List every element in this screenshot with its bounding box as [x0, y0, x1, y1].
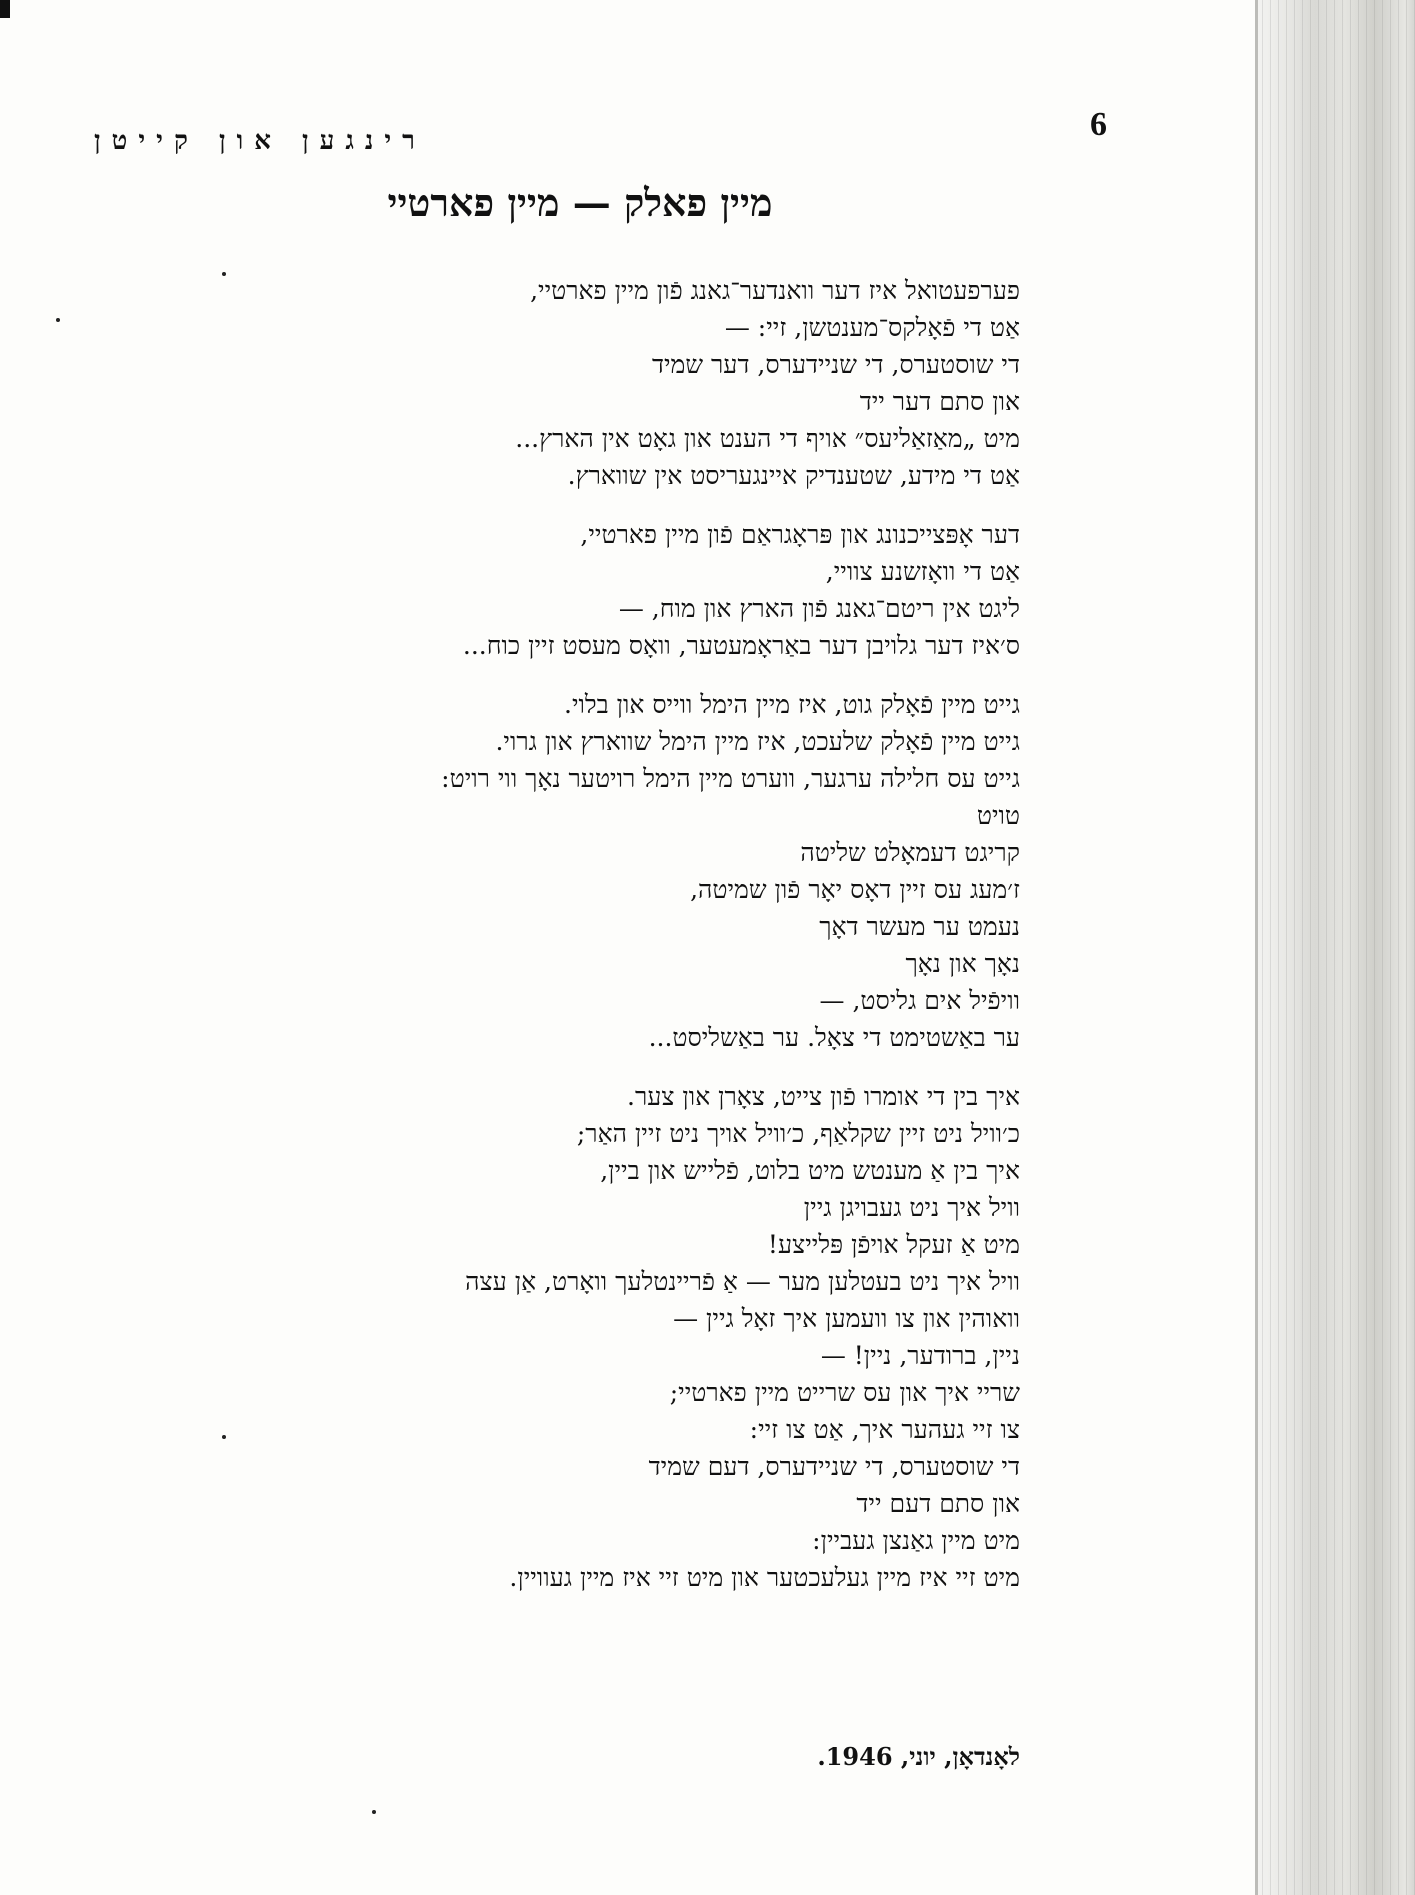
poem-line: ליגט אין ריטם־גאנג פֿון הארץ און מוח, — — [618, 594, 1020, 623]
poem-line: גייט עס חלילה ערגער, ווערט מיין הימל רויטער נאָך ווי רויט: — [441, 764, 1020, 793]
poem-line: ניין, ברודער, ניין! — — [820, 1341, 1020, 1370]
poem-line: ז׳מעג עס זיין דאָס יאָר פֿון שמיטה, — [690, 875, 1020, 904]
poem-line: די שוסטערס, די שניידערס, דער שמיד — [651, 350, 1020, 379]
poem-line: וויל איך ניט געבויגן גיין — [803, 1193, 1020, 1222]
poem-line: פערפעטואל איז דער וואנדער־גאנג פֿון מיין פארטיי, — [530, 276, 1020, 305]
poem-line: איך בין די אומרו פֿון צייט, צאָרן און צער. — [627, 1082, 1020, 1111]
poem-line: וואוהין און צו וועמען איך זאָל גיין — — [673, 1304, 1020, 1333]
running-head: רינגען און קייטן — [94, 126, 426, 156]
book-page-edge-lines — [1255, 0, 1415, 1895]
poem-line: איך בין אַ מענטש מיט בלוט, פֿלייש און ביין, — [600, 1156, 1020, 1185]
poem-line: גייט מיין פֿאָלק שלעכט, איז מיין הימל שווארץ און גרוי. — [495, 727, 1020, 756]
poem-line: ער באַשטימט די צאָל. ער באַשליסט... — [648, 1023, 1020, 1052]
scan-speck — [372, 1810, 376, 1814]
poem-line: כ׳וויל ניט זיין שקלאַף, כ׳וויל אויך ניט זיין האַר; — [576, 1119, 1020, 1148]
poem-title: מיין פאלק — מיין פארטיי — [387, 180, 773, 225]
scan-speck — [222, 272, 226, 276]
scan-edge-mark — [0, 0, 10, 18]
scan-speck — [56, 318, 60, 322]
stanza-1 — [120, 272, 1020, 494]
poem-line: און סתם דעם ייד — [856, 1489, 1020, 1518]
poem-line: אַט די וואָזשנע צוויי, — [825, 557, 1020, 586]
stanza-3 — [120, 686, 1020, 1056]
poem-line: די שוסטערס, די שניידערס, דעם שמיד — [648, 1452, 1020, 1481]
poem-line: מיט „מאַזאַליעס״ אויף די הענט און גאָט אין הארץ... — [515, 424, 1020, 453]
poem-line: טויט — [976, 801, 1020, 830]
poem-line: וויפֿיל אים גליסט, — — [819, 986, 1020, 1015]
stanza-4 — [120, 1078, 1020, 1596]
dateline: לאָנדאָן, יוני, 1946. — [817, 1742, 1020, 1771]
poem-line: נעמט ער מעשר דאָך — [819, 912, 1020, 941]
poem-line: מיט זיי איז מיין געלעכטער און מיט זיי איז מיין געוויין. — [509, 1563, 1020, 1592]
page-fold-line — [1255, 0, 1258, 1895]
poem-line: אַט די פֿאָלקס־מענטשן, זיי: — — [724, 313, 1020, 342]
poem-line: צו זיי געהער איך, אַט צו זיי: — [749, 1415, 1020, 1444]
page-number: 6 — [1090, 106, 1107, 143]
poem-line: וויל איך ניט בעטלען מער — אַ פֿריינטלעך וואָרט, אַן עצה — [465, 1267, 1020, 1296]
poem-line: גייט מיין פֿאָלק גוט, איז מיין הימל ווייס און בלוי. — [564, 690, 1020, 719]
poem-line: ס׳איז דער גלויבן דער באַראָמעטער, וואָס מעסט זיין כוח... — [462, 631, 1020, 660]
poem-line: מיט אַ זעקל אויפֿן פּלייצע! — [767, 1230, 1020, 1259]
poem-line: נאָך און נאָך — [905, 949, 1020, 978]
poem-line: קריגט דעמאָלט שליטה — [800, 838, 1020, 867]
poem-line: מיט מיין גאַנצן געביין: — [812, 1526, 1020, 1555]
stanza-2 — [120, 516, 1020, 664]
poem-line: שריי איך און עס שרייט מיין פארטיי; — [669, 1378, 1020, 1407]
scan-speck — [222, 1435, 226, 1439]
poem-line: אַט די מידע, שטענדיק איינגעריסט אין שווארץ. — [567, 461, 1020, 490]
poem-body — [120, 272, 1020, 1618]
poem-line: און סתם דער ייד — [859, 387, 1020, 416]
poem-line: דער אָפּצייכנונג און פּראָגראַם פֿון מיין פארטיי, — [580, 520, 1020, 549]
